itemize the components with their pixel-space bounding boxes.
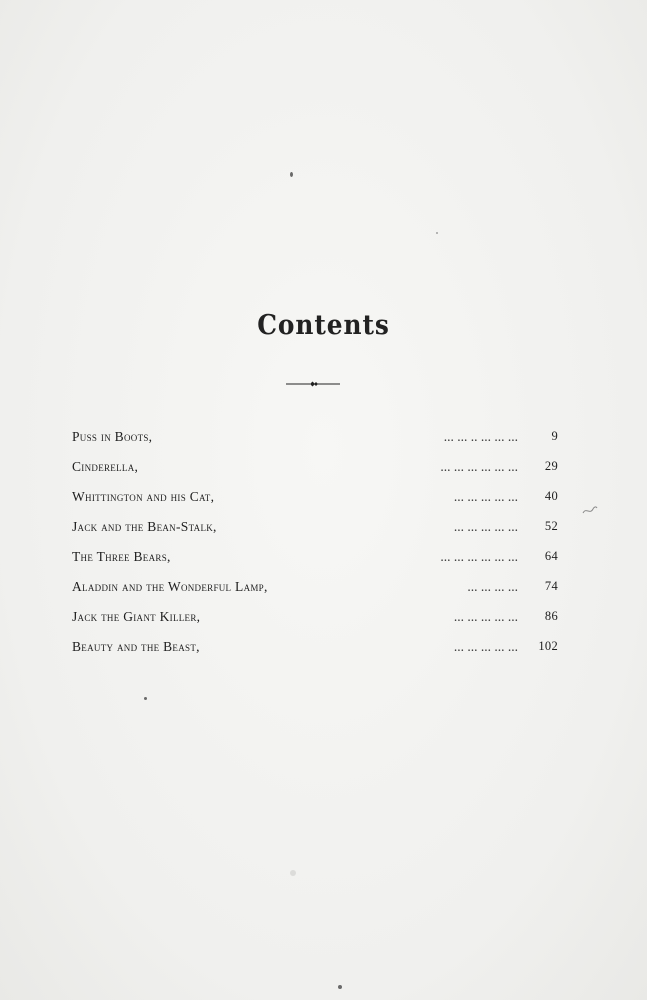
table-of-contents [72,425,558,665]
toc-entry[interactable] [72,455,558,485]
toc-entry[interactable] [72,575,558,605]
page-number: 102 [538,639,558,653]
dot-leader: ... ... ... ... ... ... [440,459,518,474]
page-number: 64 [544,549,558,563]
page-number: 40 [544,489,558,503]
entry-title: Beauty and the Beast, [72,639,200,654]
ink-speck [338,985,342,989]
dot-leader: ... ... ... ... ... [453,609,518,624]
toc-entry[interactable] [72,635,558,665]
ink-speck [290,870,296,876]
entry-title: Cinderella, [72,459,139,474]
toc-entry[interactable] [72,545,558,575]
page-number: 29 [544,459,558,473]
dot-leader: ... ... ... ... ... [453,639,518,654]
page-number: 86 [544,609,558,623]
entry-title: Whittington and his Cat, [72,489,215,504]
dot-leader: ... ... ... ... ... ... [440,549,518,564]
page-number: 52 [544,519,558,533]
toc-entry[interactable] [72,515,558,545]
divider-ornament [286,378,340,390]
entry-title: The Three Bears, [72,549,171,564]
pencil-mark [581,503,599,517]
page-number: 74 [544,579,558,593]
dot-leader: ... ... ... ... ... [453,489,518,504]
ink-speck [290,172,293,177]
dot-leader: ... ... ... ... ... [453,519,518,534]
entry-title: Jack the Giant Killer, [72,609,201,624]
toc-entry[interactable] [72,425,558,455]
toc-entry[interactable] [72,485,558,515]
ink-speck [436,232,438,234]
entry-title: Jack and the Bean-Stalk, [72,519,217,534]
dot-leader: ... ... .. ... ... ... [443,429,518,444]
dot-leader: ... ... ... ... [467,579,518,594]
page-number: 9 [551,429,558,443]
entry-title: Puss in Boots, [72,429,153,444]
toc-entry[interactable] [72,605,558,635]
page-title: Contents [257,310,390,341]
entry-title: Aladdin and the Wonderful Lamp, [72,579,268,594]
ink-speck [144,697,147,700]
